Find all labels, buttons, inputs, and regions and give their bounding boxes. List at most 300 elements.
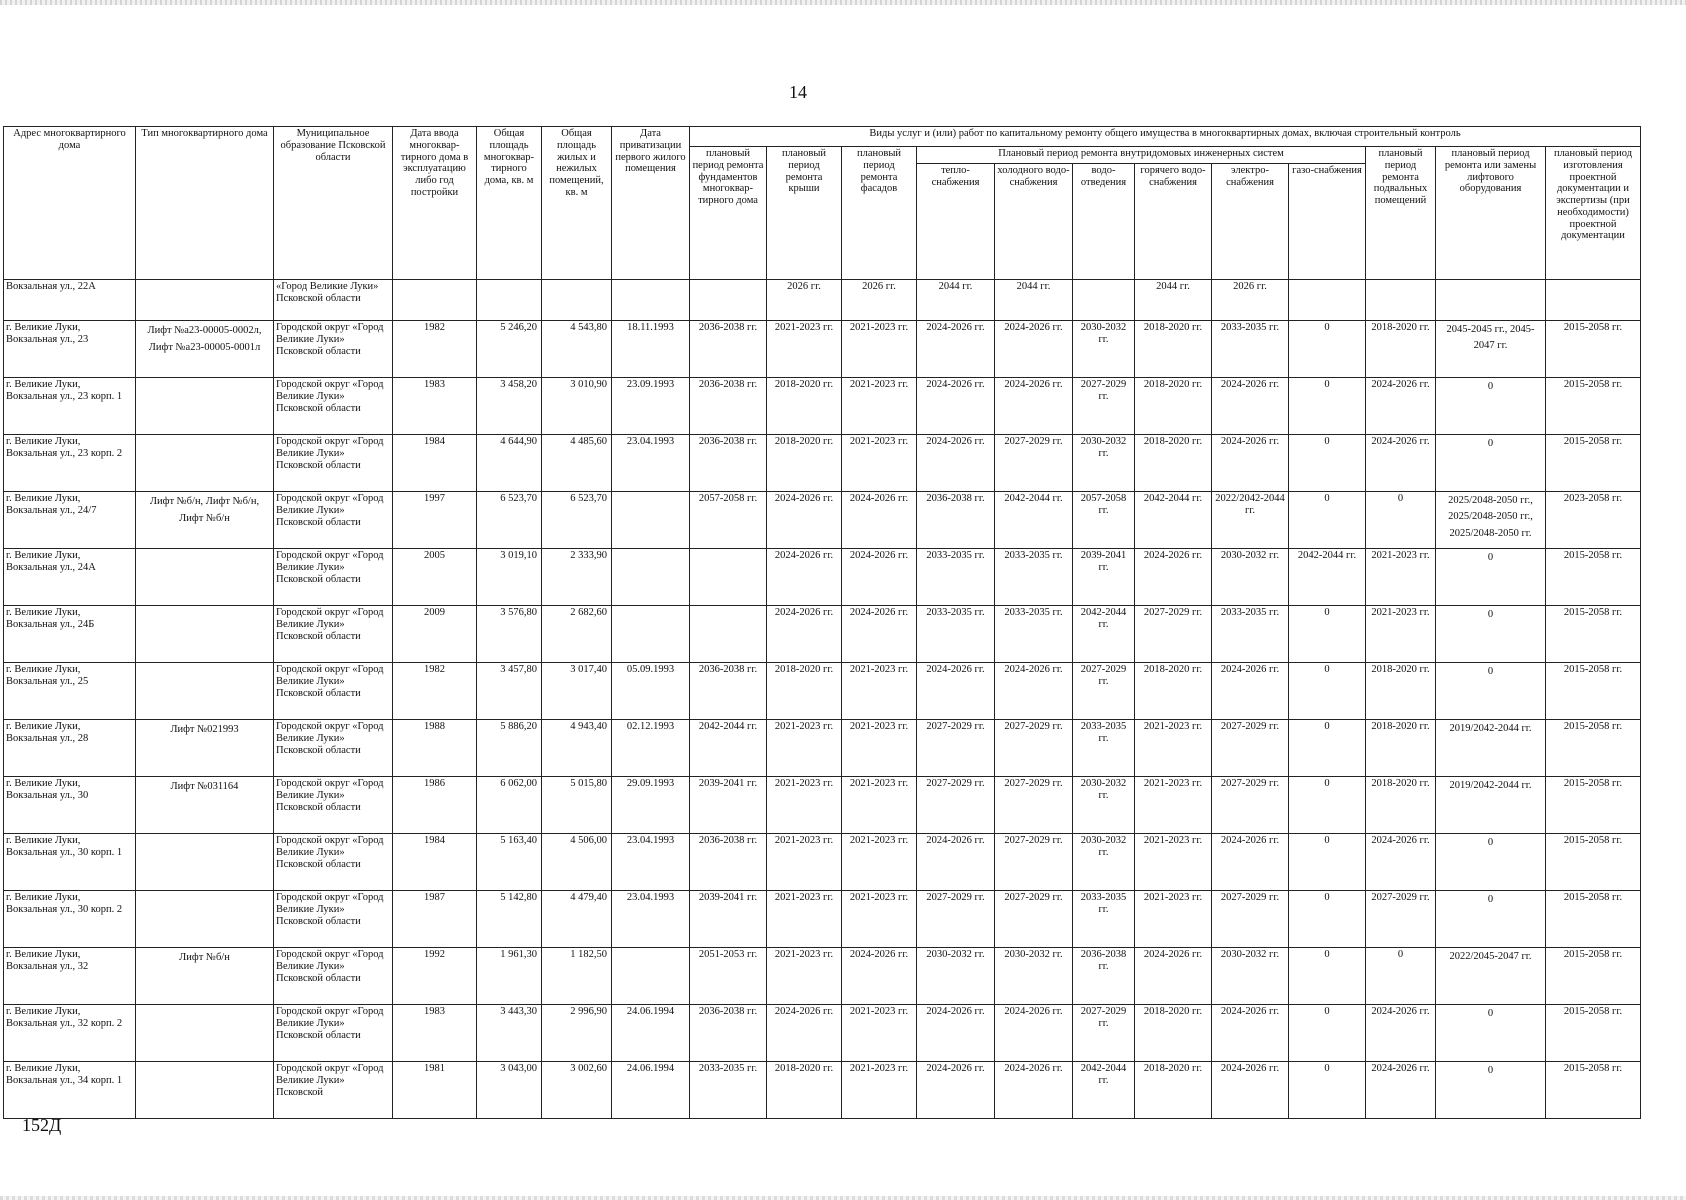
- cell-municipality: Городской округ «Город Великие Луки» Псковской области: [274, 777, 393, 834]
- cell-foundation-period: 2042-2044 гг.: [690, 720, 767, 777]
- cell-electricity-period: 2024-2026 гг.: [1212, 663, 1289, 720]
- cell-foundation-period: 2036-2038 гг.: [690, 834, 767, 891]
- cell-building-type: [136, 606, 274, 663]
- header-foundation: плановый период ремонта фундаментов многоквар-тирного дома: [690, 147, 767, 280]
- cell-roof-period: 2021-2023 гг.: [767, 948, 842, 1005]
- cell-address: г. Великие Луки, Вокзальная ул., 24/7: [4, 492, 136, 549]
- cell-hot-water-period: 2024-2026 гг.: [1135, 549, 1212, 606]
- header-roof: плановый период ремонта крыши: [767, 147, 842, 280]
- cell-building-type: [136, 280, 274, 321]
- cell-cold-water-period: 2027-2029 гг.: [995, 720, 1073, 777]
- header-works-group: Виды услуг и (или) работ по капитальному ремонту общего имущества в многоквартирных домах, включая строительный контроль: [690, 127, 1641, 147]
- cell-cold-water-period: 2027-2029 гг.: [995, 435, 1073, 492]
- cell-privatization-date: 02.12.1993: [612, 720, 690, 777]
- cell-basement-period: 2018-2020 гг.: [1366, 720, 1436, 777]
- cell-privatization-date: 29.09.1993: [612, 777, 690, 834]
- cell-total-area: 3 043,00: [477, 1062, 542, 1119]
- repair-schedule-table-wrapper: [3, 126, 1640, 1119]
- cell-address: г. Великие Луки, Вокзальная ул., 23 корп. 1: [4, 378, 136, 435]
- header-total-area: Общая площадь многоквар-тирного дома, кв. м: [477, 127, 542, 280]
- cell-cold-water-period: 2024-2026 гг.: [995, 321, 1073, 378]
- cell-commission-year: 1992: [393, 948, 477, 1005]
- cell-heat-supply-period: 2044 гг.: [917, 280, 995, 321]
- cell-roof-period: 2021-2023 гг.: [767, 777, 842, 834]
- cell-design-docs-period: [1546, 280, 1641, 321]
- cell-commission-year: 1982: [393, 663, 477, 720]
- cell-drainage-period: 2030-2032 гг.: [1073, 435, 1135, 492]
- cell-heat-supply-period: 2030-2032 гг.: [917, 948, 995, 1005]
- cell-foundation-period: 2039-2041 гг.: [690, 891, 767, 948]
- cell-roof-period: 2024-2026 гг.: [767, 1005, 842, 1062]
- cell-heat-supply-period: 2024-2026 гг.: [917, 435, 995, 492]
- cell-total-area: 3 457,80: [477, 663, 542, 720]
- cell-foundation-period: 2036-2038 гг.: [690, 663, 767, 720]
- cell-living-area: 3 017,40: [542, 663, 612, 720]
- table-header: [4, 127, 1641, 280]
- cell-lift-period: 0: [1436, 891, 1546, 948]
- repair-schedule-table: [3, 126, 1641, 1119]
- cell-roof-period: 2021-2023 гг.: [767, 891, 842, 948]
- cell-lift-period: 2045-2045 гг., 2045-2047 гг.: [1436, 321, 1546, 378]
- cell-total-area: 1 961,30: [477, 948, 542, 1005]
- cell-address: г. Великие Луки, Вокзальная ул., 30 корп. 1: [4, 834, 136, 891]
- cell-living-area: 3 010,90: [542, 378, 612, 435]
- header-drainage: водо-отведения: [1073, 164, 1135, 280]
- cell-address: г. Великие Луки, Вокзальная ул., 24Б: [4, 606, 136, 663]
- cell-gas-period: 2042-2044 гг.: [1289, 549, 1366, 606]
- cell-drainage-period: 2057-2058 гг.: [1073, 492, 1135, 549]
- cell-gas-period: 0: [1289, 663, 1366, 720]
- table-row: [4, 435, 1641, 492]
- cell-heat-supply-period: 2024-2026 гг.: [917, 1062, 995, 1119]
- cell-foundation-period: 2036-2038 гг.: [690, 321, 767, 378]
- cell-living-area: 2 682,60: [542, 606, 612, 663]
- cell-design-docs-period: 2015-2058 гг.: [1546, 834, 1641, 891]
- cell-municipality: Городской округ «Город Великие Луки» Псковской области: [274, 606, 393, 663]
- cell-cold-water-period: 2033-2035 гг.: [995, 606, 1073, 663]
- cell-electricity-period: 2024-2026 гг.: [1212, 435, 1289, 492]
- cell-gas-period: 0: [1289, 948, 1366, 1005]
- cell-commission-year: 1987: [393, 891, 477, 948]
- cell-foundation-period: 2036-2038 гг.: [690, 435, 767, 492]
- cell-building-type: Лифт №б/н, Лифт №б/н, Лифт №б/н: [136, 492, 274, 549]
- cell-commission-year: 1981: [393, 1062, 477, 1119]
- cell-lift-period: 2019/2042-2044 гг.: [1436, 777, 1546, 834]
- table-row: [4, 720, 1641, 777]
- cell-foundation-period: 2057-2058 гг.: [690, 492, 767, 549]
- header-basement: плановый период ремонта подвальных помещений: [1366, 147, 1436, 280]
- cell-drainage-period: 2030-2032 гг.: [1073, 321, 1135, 378]
- cell-design-docs-period: 2015-2058 гг.: [1546, 777, 1641, 834]
- cell-drainage-period: 2027-2029 гг.: [1073, 378, 1135, 435]
- cell-basement-period: 2027-2029 гг.: [1366, 891, 1436, 948]
- cell-lift-period: 0: [1436, 834, 1546, 891]
- cell-cold-water-period: 2024-2026 гг.: [995, 1005, 1073, 1062]
- cell-drainage-period: [1073, 280, 1135, 321]
- cell-roof-period: 2018-2020 гг.: [767, 1062, 842, 1119]
- cell-living-area: 2 996,90: [542, 1005, 612, 1062]
- table-row: [4, 777, 1641, 834]
- cell-living-area: 4 506,00: [542, 834, 612, 891]
- cell-building-type: [136, 1062, 274, 1119]
- cell-facade-period: 2021-2023 гг.: [842, 1062, 917, 1119]
- cell-facade-period: 2021-2023 гг.: [842, 891, 917, 948]
- cell-municipality: Городской округ «Город Великие Луки» Псковской области: [274, 435, 393, 492]
- cell-basement-period: 2024-2026 гг.: [1366, 435, 1436, 492]
- cell-address: Вокзальная ул., 22А: [4, 280, 136, 321]
- header-systems-group: Плановый период ремонта внутридомовых инженерных систем: [917, 147, 1366, 164]
- cell-commission-year: 1983: [393, 378, 477, 435]
- cell-facade-period: 2021-2023 гг.: [842, 834, 917, 891]
- cell-drainage-period: 2027-2029 гг.: [1073, 663, 1135, 720]
- cell-foundation-period: [690, 280, 767, 321]
- cell-cold-water-period: 2024-2026 гг.: [995, 663, 1073, 720]
- cell-privatization-date: [612, 280, 690, 321]
- cell-municipality: Городской округ «Город Великие Луки» Псковской области: [274, 492, 393, 549]
- cell-gas-period: 0: [1289, 321, 1366, 378]
- cell-basement-period: 2024-2026 гг.: [1366, 378, 1436, 435]
- cell-foundation-period: 2039-2041 гг.: [690, 777, 767, 834]
- cell-municipality: Городской округ «Город Великие Луки» Псковской области: [274, 663, 393, 720]
- cell-foundation-period: [690, 549, 767, 606]
- cell-electricity-period: 2030-2032 гг.: [1212, 948, 1289, 1005]
- cell-lift-period: 0: [1436, 1005, 1546, 1062]
- cell-basement-period: 0: [1366, 948, 1436, 1005]
- header-building-type: Тип многоквартирного дома: [136, 127, 274, 280]
- cell-address: г. Великие Луки, Вокзальная ул., 23: [4, 321, 136, 378]
- cell-building-type: [136, 1005, 274, 1062]
- cell-lift-period: 2019/2042-2044 гг.: [1436, 720, 1546, 777]
- header-cold-water: холодного водо-снабжения: [995, 164, 1073, 280]
- header-design-docs: плановый период изготовления проектной документации и экспертизы (при необходимости) проектной документации: [1546, 147, 1641, 280]
- table-row: [4, 1062, 1641, 1119]
- cell-heat-supply-period: 2027-2029 гг.: [917, 777, 995, 834]
- cell-roof-period: 2024-2026 гг.: [767, 492, 842, 549]
- cell-commission-year: 1984: [393, 834, 477, 891]
- cell-address: г. Великие Луки, Вокзальная ул., 32 корп. 2: [4, 1005, 136, 1062]
- cell-heat-supply-period: 2027-2029 гг.: [917, 891, 995, 948]
- cell-address: г. Великие Луки, Вокзальная ул., 32: [4, 948, 136, 1005]
- cell-roof-period: 2021-2023 гг.: [767, 720, 842, 777]
- cell-facade-period: 2021-2023 гг.: [842, 720, 917, 777]
- cell-heat-supply-period: 2024-2026 гг.: [917, 321, 995, 378]
- cell-electricity-period: 2027-2029 гг.: [1212, 891, 1289, 948]
- cell-living-area: 4 479,40: [542, 891, 612, 948]
- cell-privatization-date: 05.09.1993: [612, 663, 690, 720]
- cell-basement-period: 2024-2026 гг.: [1366, 834, 1436, 891]
- cell-living-area: 6 523,70: [542, 492, 612, 549]
- cell-privatization-date: 24.06.1994: [612, 1005, 690, 1062]
- cell-building-type: [136, 378, 274, 435]
- cell-building-type: Лифт №031164: [136, 777, 274, 834]
- cell-drainage-period: 2033-2035 гг.: [1073, 891, 1135, 948]
- cell-facade-period: 2021-2023 гг.: [842, 1005, 917, 1062]
- document-code: 152Д: [22, 1115, 62, 1135]
- cell-municipality: Городской округ «Город Великие Луки» Псковской области: [274, 720, 393, 777]
- cell-facade-period: 2024-2026 гг.: [842, 549, 917, 606]
- cell-gas-period: 0: [1289, 720, 1366, 777]
- cell-electricity-period: 2024-2026 гг.: [1212, 378, 1289, 435]
- table-row: [4, 321, 1641, 378]
- cell-municipality: Городской округ «Город Великие Луки» Псковской: [274, 1062, 393, 1119]
- cell-electricity-period: 2033-2035 гг.: [1212, 321, 1289, 378]
- cell-privatization-date: 24.06.1994: [612, 1062, 690, 1119]
- cell-facade-period: 2021-2023 гг.: [842, 321, 917, 378]
- header-address: Адрес многоквартирного дома: [4, 127, 136, 280]
- header-living-area: Общая площадь жилых и нежилых помещений, кв. м: [542, 127, 612, 280]
- cell-total-area: 5 163,40: [477, 834, 542, 891]
- cell-commission-year: 1988: [393, 720, 477, 777]
- cell-total-area: 3 576,80: [477, 606, 542, 663]
- header-hot-water: горячего водо-снабжения: [1135, 164, 1212, 280]
- cell-building-type: Лифт №а23-00005-0002л, Лифт №а23-00005-0001л: [136, 321, 274, 378]
- cell-electricity-period: 2030-2032 гг.: [1212, 549, 1289, 606]
- cell-roof-period: 2021-2023 гг.: [767, 321, 842, 378]
- cell-basement-period: 2018-2020 гг.: [1366, 777, 1436, 834]
- cell-drainage-period: 2027-2029 гг.: [1073, 1005, 1135, 1062]
- cell-drainage-period: 2042-2044 гг.: [1073, 1062, 1135, 1119]
- cell-design-docs-period: 2015-2058 гг.: [1546, 720, 1641, 777]
- cell-basement-period: 2021-2023 гг.: [1366, 549, 1436, 606]
- cell-design-docs-period: 2015-2058 гг.: [1546, 321, 1641, 378]
- cell-drainage-period: 2033-2035 гг.: [1073, 720, 1135, 777]
- cell-total-area: 3 458,20: [477, 378, 542, 435]
- cell-drainage-period: 2039-2041 гг.: [1073, 549, 1135, 606]
- cell-gas-period: [1289, 280, 1366, 321]
- cell-municipality: Городской округ «Город Великие Луки» Псковской области: [274, 549, 393, 606]
- cell-hot-water-period: 2018-2020 гг.: [1135, 321, 1212, 378]
- header-facade: плановый период ремонта фасадов: [842, 147, 917, 280]
- cell-hot-water-period: 2021-2023 гг.: [1135, 720, 1212, 777]
- table-row: [4, 280, 1641, 321]
- cell-cold-water-period: 2024-2026 гг.: [995, 1062, 1073, 1119]
- cell-heat-supply-period: 2024-2026 гг.: [917, 1005, 995, 1062]
- table-row: [4, 834, 1641, 891]
- cell-foundation-period: 2051-2053 гг.: [690, 948, 767, 1005]
- cell-electricity-period: 2024-2026 гг.: [1212, 1005, 1289, 1062]
- cell-privatization-date: [612, 948, 690, 1005]
- cell-gas-period: 0: [1289, 492, 1366, 549]
- cell-lift-period: 0: [1436, 378, 1546, 435]
- cell-gas-period: 0: [1289, 1005, 1366, 1062]
- cell-privatization-date: 23.04.1993: [612, 891, 690, 948]
- cell-commission-year: 2005: [393, 549, 477, 606]
- header-municipality: Муниципальное образование Псковской области: [274, 127, 393, 280]
- cell-address: г. Великие Луки, Вокзальная ул., 28: [4, 720, 136, 777]
- cell-living-area: 1 182,50: [542, 948, 612, 1005]
- cell-basement-period: 2024-2026 гг.: [1366, 1005, 1436, 1062]
- cell-building-type: [136, 834, 274, 891]
- cell-municipality: Городской округ «Город Великие Луки» Псковской области: [274, 321, 393, 378]
- cell-cold-water-period: 2027-2029 гг.: [995, 891, 1073, 948]
- cell-living-area: [542, 280, 612, 321]
- cell-design-docs-period: 2015-2058 гг.: [1546, 948, 1641, 1005]
- cell-commission-year: 1983: [393, 1005, 477, 1062]
- cell-hot-water-period: 2018-2020 гг.: [1135, 1005, 1212, 1062]
- cell-commission-year: 1997: [393, 492, 477, 549]
- cell-hot-water-period: 2018-2020 гг.: [1135, 378, 1212, 435]
- cell-facade-period: 2021-2023 гг.: [842, 378, 917, 435]
- cell-municipality: Городской округ «Город Великие Луки» Псковской области: [274, 378, 393, 435]
- cell-design-docs-period: 2015-2058 гг.: [1546, 891, 1641, 948]
- cell-living-area: 4 943,40: [542, 720, 612, 777]
- cell-gas-period: 0: [1289, 891, 1366, 948]
- cell-building-type: [136, 663, 274, 720]
- cell-total-area: 3 443,30: [477, 1005, 542, 1062]
- cell-municipality: Городской округ «Город Великие Луки» Псковской области: [274, 948, 393, 1005]
- header-electricity: электро-снабжения: [1212, 164, 1289, 280]
- cell-cold-water-period: 2044 гг.: [995, 280, 1073, 321]
- cell-foundation-period: 2036-2038 гг.: [690, 378, 767, 435]
- cell-hot-water-period: 2021-2023 гг.: [1135, 891, 1212, 948]
- cell-electricity-period: 2024-2026 гг.: [1212, 834, 1289, 891]
- cell-hot-water-period: 2018-2020 гг.: [1135, 663, 1212, 720]
- cell-living-area: 3 002,60: [542, 1062, 612, 1119]
- cell-foundation-period: [690, 606, 767, 663]
- cell-privatization-date: 23.04.1993: [612, 435, 690, 492]
- cell-electricity-period: 2027-2029 гг.: [1212, 720, 1289, 777]
- table-row: [4, 492, 1641, 549]
- cell-gas-period: 0: [1289, 435, 1366, 492]
- table-row: [4, 1005, 1641, 1062]
- cell-drainage-period: 2042-2044 гг.: [1073, 606, 1135, 663]
- table-row: [4, 663, 1641, 720]
- cell-roof-period: 2018-2020 гг.: [767, 663, 842, 720]
- cell-privatization-date: 23.09.1993: [612, 378, 690, 435]
- cell-electricity-period: 2027-2029 гг.: [1212, 777, 1289, 834]
- cell-living-area: 5 015,80: [542, 777, 612, 834]
- cell-basement-period: 2024-2026 гг.: [1366, 1062, 1436, 1119]
- cell-basement-period: 0: [1366, 492, 1436, 549]
- cell-hot-water-period: 2027-2029 гг.: [1135, 606, 1212, 663]
- cell-lift-period: 0: [1436, 606, 1546, 663]
- cell-lift-period: 0: [1436, 435, 1546, 492]
- cell-hot-water-period: 2042-2044 гг.: [1135, 492, 1212, 549]
- cell-lift-period: [1436, 280, 1546, 321]
- cell-roof-period: 2026 гг.: [767, 280, 842, 321]
- cell-heat-supply-period: 2024-2026 гг.: [917, 378, 995, 435]
- cell-address: г. Великие Луки, Вокзальная ул., 30: [4, 777, 136, 834]
- cell-design-docs-period: 2015-2058 гг.: [1546, 1062, 1641, 1119]
- cell-design-docs-period: 2023-2058 гг.: [1546, 492, 1641, 549]
- cell-municipality: Городской округ «Город Великие Луки» Псковской области: [274, 891, 393, 948]
- cell-electricity-period: 2022/2042-2044 гг.: [1212, 492, 1289, 549]
- cell-facade-period: 2021-2023 гг.: [842, 663, 917, 720]
- cell-design-docs-period: 2015-2058 гг.: [1546, 549, 1641, 606]
- cell-heat-supply-period: 2027-2029 гг.: [917, 720, 995, 777]
- cell-heat-supply-period: 2024-2026 гг.: [917, 834, 995, 891]
- cell-lift-period: 0: [1436, 663, 1546, 720]
- cell-facade-period: 2024-2026 гг.: [842, 948, 917, 1005]
- cell-commission-year: [393, 280, 477, 321]
- cell-commission-year: 1986: [393, 777, 477, 834]
- cell-lift-period: 2022/2045-2047 гг.: [1436, 948, 1546, 1005]
- cell-total-area: 6 523,70: [477, 492, 542, 549]
- page-number: 14: [789, 82, 807, 102]
- cell-total-area: 5 142,80: [477, 891, 542, 948]
- cell-design-docs-period: 2015-2058 гг.: [1546, 663, 1641, 720]
- cell-living-area: 4 485,60: [542, 435, 612, 492]
- cell-total-area: [477, 280, 542, 321]
- cell-facade-period: 2021-2023 гг.: [842, 777, 917, 834]
- cell-gas-period: 0: [1289, 777, 1366, 834]
- header-heat-supply: тепло-снабжения: [917, 164, 995, 280]
- cell-hot-water-period: 2044 гг.: [1135, 280, 1212, 321]
- cell-total-area: 5 246,20: [477, 321, 542, 378]
- cell-hot-water-period: 2018-2020 гг.: [1135, 1062, 1212, 1119]
- scan-edge-bottom: [0, 1196, 1686, 1200]
- cell-total-area: 6 062,00: [477, 777, 542, 834]
- cell-roof-period: 2024-2026 гг.: [767, 549, 842, 606]
- cell-building-type: [136, 549, 274, 606]
- cell-hot-water-period: 2024-2026 гг.: [1135, 948, 1212, 1005]
- cell-total-area: 3 019,10: [477, 549, 542, 606]
- cell-drainage-period: 2030-2032 гг.: [1073, 834, 1135, 891]
- cell-hot-water-period: 2021-2023 гг.: [1135, 834, 1212, 891]
- cell-building-type: Лифт №021993: [136, 720, 274, 777]
- cell-drainage-period: 2036-2038 гг.: [1073, 948, 1135, 1005]
- cell-hot-water-period: 2021-2023 гг.: [1135, 777, 1212, 834]
- cell-basement-period: 2018-2020 гг.: [1366, 663, 1436, 720]
- cell-roof-period: 2024-2026 гг.: [767, 606, 842, 663]
- table-row: [4, 549, 1641, 606]
- cell-gas-period: 0: [1289, 378, 1366, 435]
- cell-privatization-date: 18.11.1993: [612, 321, 690, 378]
- cell-lift-period: 0: [1436, 1062, 1546, 1119]
- cell-basement-period: 2021-2023 гг.: [1366, 606, 1436, 663]
- header-gas: газо-снабжения: [1289, 164, 1366, 280]
- cell-heat-supply-period: 2033-2035 гг.: [917, 549, 995, 606]
- cell-facade-period: 2021-2023 гг.: [842, 435, 917, 492]
- cell-privatization-date: 23.04.1993: [612, 834, 690, 891]
- cell-cold-water-period: 2027-2029 гг.: [995, 834, 1073, 891]
- cell-address: г. Великие Луки, Вокзальная ул., 34 корп. 1: [4, 1062, 136, 1119]
- cell-basement-period: [1366, 280, 1436, 321]
- cell-heat-supply-period: 2024-2026 гг.: [917, 663, 995, 720]
- table-row: [4, 948, 1641, 1005]
- cell-hot-water-period: 2018-2020 гг.: [1135, 435, 1212, 492]
- cell-drainage-period: 2030-2032 гг.: [1073, 777, 1135, 834]
- cell-address: г. Великие Луки, Вокзальная ул., 23 корп. 2: [4, 435, 136, 492]
- cell-commission-year: 1982: [393, 321, 477, 378]
- cell-lift-period: 2025/2048-2050 гг., 2025/2048-2050 гг., 2025/2048-2050 гг.: [1436, 492, 1546, 549]
- cell-address: г. Великие Луки, Вокзальная ул., 30 корп. 2: [4, 891, 136, 948]
- cell-facade-period: 2024-2026 гг.: [842, 492, 917, 549]
- cell-building-type: [136, 435, 274, 492]
- cell-basement-period: 2018-2020 гг.: [1366, 321, 1436, 378]
- cell-municipality: «Город Великие Луки» Псковской области: [274, 280, 393, 321]
- cell-lift-period: 0: [1436, 549, 1546, 606]
- table-body: [4, 280, 1641, 1119]
- cell-foundation-period: 2033-2035 гг.: [690, 1062, 767, 1119]
- cell-heat-supply-period: 2036-2038 гг.: [917, 492, 995, 549]
- cell-cold-water-period: 2033-2035 гг.: [995, 549, 1073, 606]
- cell-cold-water-period: 2042-2044 гг.: [995, 492, 1073, 549]
- cell-commission-year: 1984: [393, 435, 477, 492]
- table-row: [4, 606, 1641, 663]
- cell-commission-year: 2009: [393, 606, 477, 663]
- cell-heat-supply-period: 2033-2035 гг.: [917, 606, 995, 663]
- cell-privatization-date: [612, 549, 690, 606]
- cell-electricity-period: 2033-2035 гг.: [1212, 606, 1289, 663]
- cell-gas-period: 0: [1289, 606, 1366, 663]
- cell-cold-water-period: 2024-2026 гг.: [995, 378, 1073, 435]
- header-privatization-date: Дата приватизации первого жилого помещения: [612, 127, 690, 280]
- table-row: [4, 891, 1641, 948]
- cell-building-type: [136, 891, 274, 948]
- cell-design-docs-period: 2015-2058 гг.: [1546, 606, 1641, 663]
- cell-facade-period: 2024-2026 гг.: [842, 606, 917, 663]
